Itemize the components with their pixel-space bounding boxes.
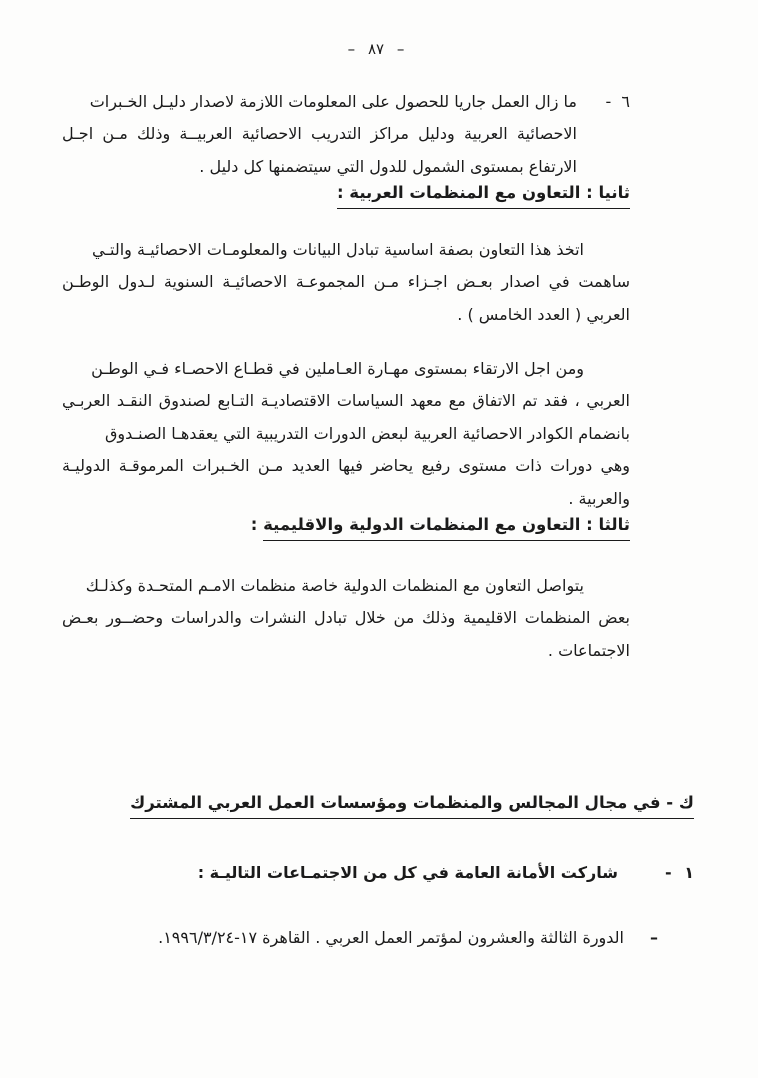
text-line: بعض المنظمات الاقليمية وذلك من خلال تبادل النشرات والدراسات وحضــور بعـض [62,608,630,628]
text-line: ومن اجل الارتقاء بمستوى مهـارة العـاملين في قطـاع الاحصـاء فـي الوطـن [91,359,584,379]
joint-arab-action-section [64,793,694,954]
item-6-text [62,86,577,183]
heading-international-orgs-colon: : [250,515,264,535]
heading-international-orgs [62,515,630,541]
heading-international-orgs-text: ثالثا : التعاون مع المنظمات الدولية والاقليمية [263,515,630,541]
text-line: الارتفاع بمستوى الشمول للدول التي سيتضمنها كل دليل . [199,156,577,176]
text-line: وهي دورات ذات مستوى رفيع يحاضر فيها العديد مـن الخـبرات المرموقـة الدوليـة [62,456,630,476]
heading-cooperation-arab-orgs [62,183,630,209]
paragraph-training-courses [62,353,630,515]
page-number: – ٨٧ – [347,40,405,58]
text-line: العربي ، فقد تم الاتفاق مع معهد السياسات الاقتصاديـة التـابع لصندوق النقـد العربـي [62,391,630,411]
paragraph-item-6 [62,86,630,183]
item-1-number: ١ - [665,862,694,882]
main-text-column [62,86,630,667]
section-heading-joint-arab-action-text: ك - في مجال المجالس والمنظمات ومؤسسات العمل العربي المشترك [130,793,694,819]
meeting-item-text [64,922,624,954]
text-line: العربي ( العدد الخامس ) . [457,304,630,324]
meeting-item-line: الدورة الثالثة والعشرون لمؤتمر العمل العربي . القاهرة ١٧-١٩٩٦/٣/٢٤. [158,928,624,948]
meeting-item-dash-icon: – [650,928,658,948]
list-item-1 [64,857,694,889]
item-1-text [64,857,618,889]
text-line: بانضمام الكوادر الاحصائية العربية لبعض الدورات التدريبية التي يعقدهـا الصنـدوق [104,423,630,443]
text-line: اتخذ هذا التعاون بصفة اساسية تبادل البيانات والمعلومـات الاحصائيـة والتـي [91,239,584,259]
meeting-list-item [64,922,694,954]
paragraph-international-cooperation [62,570,630,667]
text-line: الاحصائية العربية ودليل مراكز التدريب الاحصائية العربيــة وذلك مـن اجـل [62,124,577,144]
section-heading-joint-arab-action [64,793,694,819]
text-line: يتواصل التعاون مع المنظمات الدولية خاصة منظمات الامـم المتحـدة وكذلـك [85,575,584,595]
text-line: والعربية . [568,488,630,508]
text-line: ما زال العمل جاريا للحصول على المعلومات اللازمة لاصدار دليـل الخـبرات [89,92,577,111]
text-line: الاجتماعات . [547,640,630,660]
item-1-line: شاركت الأمانة العامة في كل من الاجتمـاعات التاليـة : [197,862,618,882]
item-6-number: ٦ - [605,92,630,111]
paragraph-arab-cooperation [62,234,630,331]
text-line: ساهمت في اصدار بعـض اجـزاء مـن المجموعـة الاحصائيـة السنوية لـدول الوطـن [62,272,630,292]
heading-cooperation-arab-orgs-text: ثانيا : التعاون مع المنظمات العربية : [337,183,630,209]
